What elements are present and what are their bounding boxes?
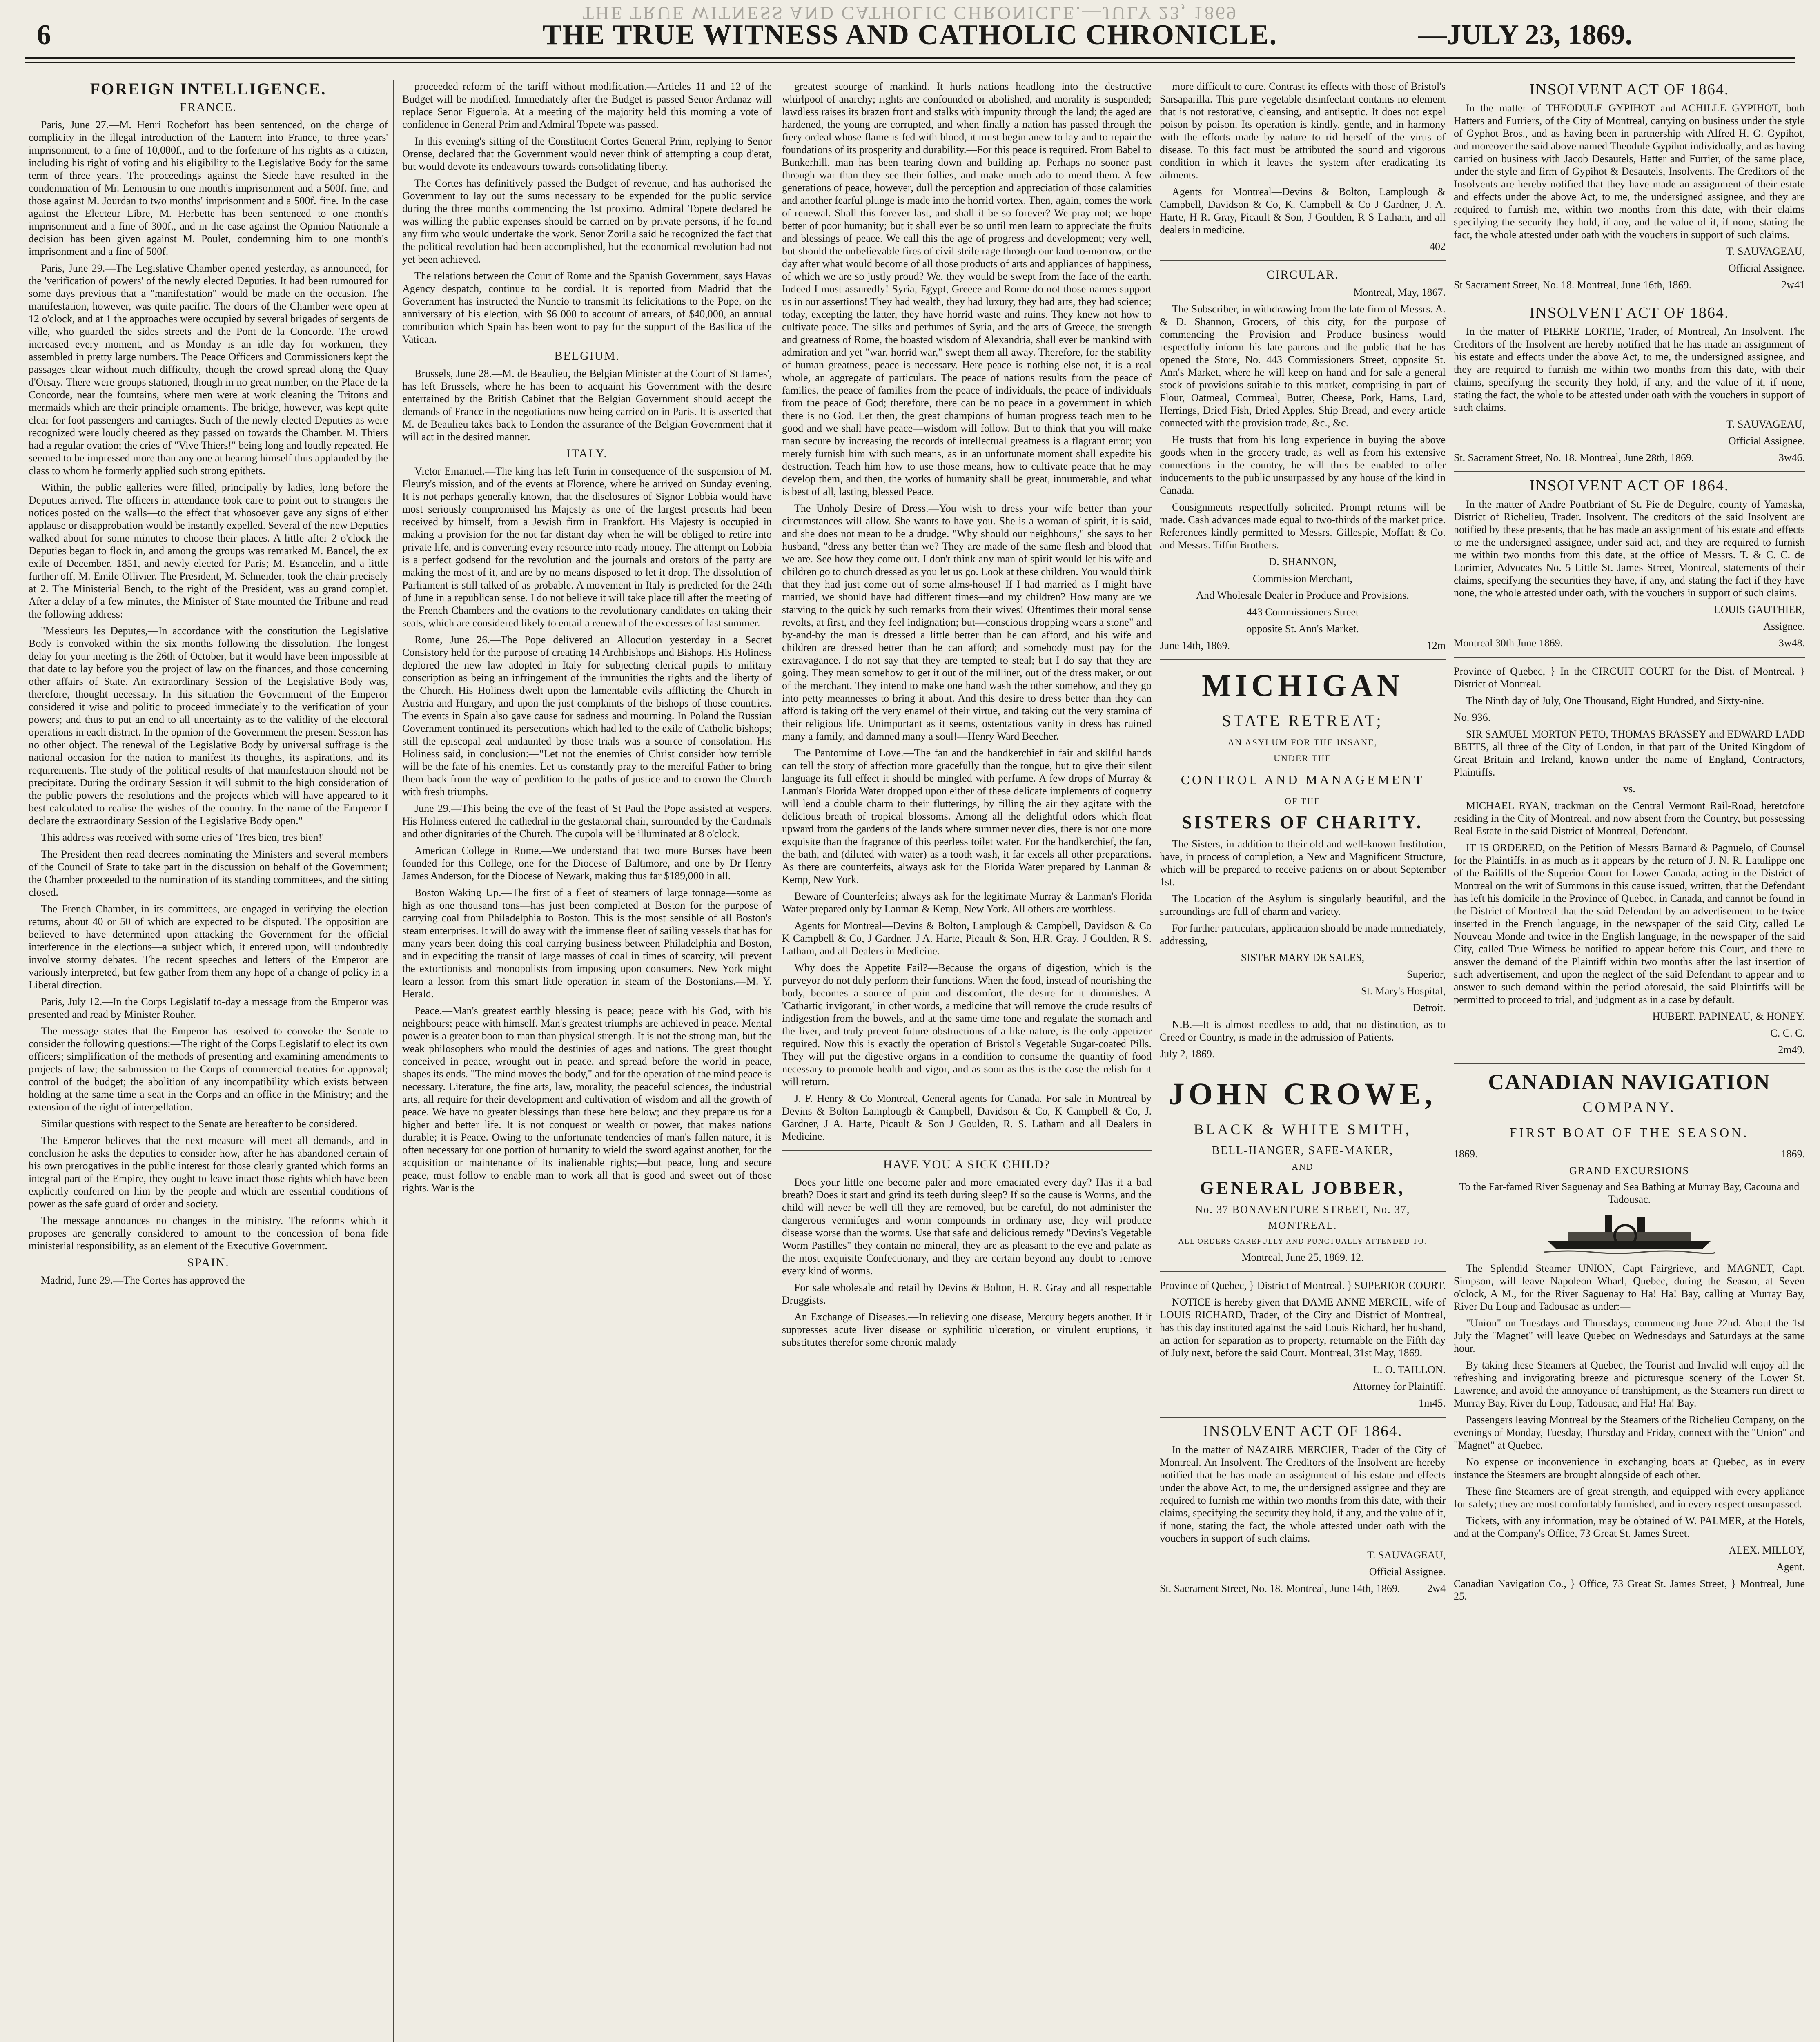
column-four (1160, 80, 1446, 2042)
crowe-trade: GENERAL JOBBER, (1200, 1178, 1406, 1198)
advertisement-paragraph: An Exchange of Diseases.—In relieving one disease, Mercury begets another. If it suppresses acute liver disease or syphilitic ulceration, or virulent eruptions, it substitutes therefor some chronic malady (782, 1311, 1152, 1348)
court-ref: 1m45. (1419, 1397, 1446, 1409)
divider (1160, 1271, 1446, 1272)
circular-dateline: Montreal, May, 1867. (1353, 286, 1446, 298)
article-paragraph: June 29.—This being the eve of the feast of St Paul the Pope assisted at vespers. His Holiness entered the cathedral in the gestatorial chair, surrounded by the Cardinals and other dignitaries of the Church. The cupola will be illuminated at 8 o'clock. (402, 803, 772, 840)
agent-signature: Agent. (1776, 1561, 1805, 1573)
article-paragraph: Madrid, June 29.—The Cortes has approved the (41, 1274, 245, 1286)
insolvent-heading: INSOLVENT ACT OF 1864. (1529, 81, 1729, 98)
divider (1160, 659, 1446, 660)
section-heading: FOREIGN INTELLIGENCE. (90, 80, 327, 98)
address-line: Detroit. (1412, 1002, 1446, 1014)
advertisement-paragraph: N.B.—It is almost needless to add, that no distinction, as to Creed or Country, is made in the admission of Patients. (1160, 1019, 1446, 1043)
divider (1454, 657, 1805, 658)
article-paragraph: Victor Emanuel.—The king has left Turin in consequence of the suspension of M. Fleury's mission, and of the events at Florence, where he arrived on Sunday evening. It is not perhaps generally known, that the disclosures of Signor Lobbia would have most seriously compromised his Majesty as one of the largest presents had been received by himself, from a Jewish firm in Frankfort. His Majesty is occupied in making a provision for the not far distant day when he will be obliged to retire into private life, and is converting every resource into ready money. The attempt on Lobbia is a perfect godsend for the revolution and the journals and orators of the party are making the most of it, and are by no means disposed to let it drop. The dissolution of Parliament is still talked of as probable. A movement in Italy is predicted for the 24th of June in a republican sense. I do not believe it will take place till after the meeting of the French Chambers and the ovations to the revolutionary candidates on taking their seats, which are considered likely to entail a renewal of the excesses of last summer. (402, 465, 772, 629)
issue-date: —JULY 23, 1869. (1418, 19, 1632, 49)
article-paragraph: American College in Rome.—We understand that two more Burses have been founded for this College, one for the Diocese of Baltimore, and one by Dr Henry James Anderson, for the Diocese of Newark, making thus far $189,000 in all. (402, 845, 772, 882)
canadian-navigation-sub: COMPANY. (1582, 1099, 1676, 1115)
michigan-sisters: SISTERS OF CHARITY. (1182, 812, 1423, 832)
divider (1160, 1417, 1446, 1418)
article-paragraph: Peace.—Man's greatest earthly blessing is peace; peace with his God, with his neighbours; peace with himself. Man's greatest triumphs are achieved in peace. Mental power is a greater boon to man than physical strength. It is not the strong man, but the weak philosophers who mould the destinies of ages and nations. The great thought conceived in peace, wrought out in peace, and spread before the world in peace, shapes its ends. "The mind moves the body," and for the operation of the mind peace is necessary. Literature, the fine arts, law, morality, the peaceful sciences, the industrial arts, all require for their development and cultivation of wisdom and all the growth of peace. We have no greater blessings than these here below; and they prepare us for a higher and better life. It is not conquest or wealth or power, that makes nations durable; it is Peace. Owing to the unfortunate tendencies of man's fallen nature, it is often necessary for one portion of humanity to wield the sword against another, for the acquisition or maintenance of its inalienable rights;—but peace, long and secure peace, must follow to enable man to work all that is good and sweet out of those rights. War is the (402, 1005, 772, 1194)
advertisement-paragraph: The Pantomime of Love.—The fan and the handkerchief in fair and skilful hands can tell the story of affection more gracefully than the tongue, but to give their silent language its full effect it should be mingled with perfume. A few drops of Murray & Lanman's Florida Water dropped upon either of these delicate implements of coquetry will lend a double charm to their flutterings, by filling the air they agitate with the delicious breath of tropical blossoms. Among all the delightful odors which float upward from the gardens of the lands where summer never dies, there is not one more exquisite than the fragrance of this peerless toilet water. For the handkerchief, the fan, the bath, and (diluted with water) as a tooth wash, it far excels all other preparations. As there are counterfeits, always ask for the Florida Water prepared by Lanman & Kemp, New York. (782, 747, 1152, 885)
article-paragraph: Boston Waking Up.—The first of a fleet of steamers of large tonnage—some as high as one thousand tons—has just been completed at Boston for the purpose of carrying coal from Philadelphia to Boston. This is the most sensible of all Boston's steam enterprises. It will do away with the immense fleet of sailing vessels that has for many years been doing this coal carrying business between Philadelphia and Boston, and in expediting the transit of large masses of coal in times of scarcity, will prevent the extortionists and monopolists from imposing upon consumers. New York might learn a lesson from this smart little operation in steam of the Bostonians.—M. Y. Herald. (402, 887, 772, 1000)
signature-line: D. SHANNON, (1269, 556, 1337, 568)
court-plaintiffs: SIR SAMUEL MORTON PETO, THOMAS BRASSEY and EDWARD LADD BETTS, all three of the City of London, in that part of the United Kingdom of Great Britain and Ireland, known under the name of England, Contractors, Plaintiffs. (1454, 728, 1805, 778)
advertisement-paragraph: Passengers leaving Montreal by the Steamers of the Richelieu Company, on the evenings of Monday, Tuesday, Thursday and Friday, connect with the "Union" and "Magnet" at Quebec. (1454, 1414, 1805, 1451)
article-paragraph: Paris, July 12.—In the Corps Legislatif to-day a message from the Emperor was presented and read by Minister Rouher. (29, 996, 388, 1020)
article-paragraph: "Messieurs les Deputes,—In accordance with the constitution the Legislative Body is convoked within the six months following the dissolution. The longest delay for your meeting is the 26th of October, but it would have been impossible at that date to lay before you the project of law on the finances, and those concerning other affairs of State. An extraordinary Session of the Legislative Body was, therefore, thought necessary. In this situation the Government of the Emperor considered it wise and politic to proceed immediately to the verification of your powers; and thus to put an end to all uncertainty as to the validity of the electoral operations in each district. In the opinion of the Government the present Session has no other object. The renewal of the Legislative Body by universal suffrage is the national occasion for the nation to manifest its thoughts, its aspirations, and its requirements. The study of the political results of that manifestation should not be precipitate. During the ordinary Session it will submit to the high consideration of the public powers the resolutions and the projects which will have appeared to it best calculated to realise the wishes of the country. In the name of the Emperor I declare the extraordinary Session of the Legislative Body open." (29, 625, 388, 827)
court-signature: HUBERT, PAPINEAU, & HONEY. (1652, 1010, 1805, 1022)
subheading-belgium: BELGIUM. (554, 349, 620, 363)
article-paragraph: Paris, June 29.—The Legislative Chamber opened yesterday, as announced, for the 'verification of powers' of the newly elected Deputies. It had been rumoured for some days previous that a "manifestation" would be made on the occasion. The manifestation, however, was quite pacific. The doors of the Chamber were open at 12 o'clock, and at 1 the approaches were occupied by several brigades of sergents de ville, who guarded the sides streets and the Pont de la Concorde. The crowd increased every moment, and as Monday is an idle day for workmen, they assembled in pretty large numbers. The Peace Officers and Commissioners kept the passages clear without much difficulty, though the crowd spread along the Quay d'Orsay. There were groups stationed, though in no great number, on the Place de la Concorde, near the fountains, where men were at work cleaning the Tritons and mermaids which are their principle ornaments. The bridge, however, was kept quite clear for foot passengers and carriages. Such of the newly elected Deputies as were recognized were loudly cheered as they passed on towards the Chamber. M. Thiers had a regular ovation; the cries of "Vive Thiers!" being long and loudly repeated. He seemed to be impressed more than any one at hearing himself thus applauded by the class to whom he formerly applied such strong epithets. (29, 262, 388, 477)
insolvent-signature: Official Assignee. (1369, 1566, 1446, 1578)
court-defendant: MICHAEL RYAN, trackman on the Central Vermont Rail-Road, heretofore residing in the City of Montreal, and now absent from the Country, but possessing Real Estate in the said District of Montreal, Defendant. (1454, 800, 1805, 837)
insolvent-signature: Official Assignee. (1728, 435, 1805, 447)
court-order: IT IS ORDERED, on the Petition of Messrs Barnard & Pagnuelo, of Counsel for the Plaintiffs, in as much as it appears by the return of J. N. R. Latulippe one of the Bailiffs of the Superior Court for Lower Canada, acting in the District of Montreal on the writ of Summons in this cause issued, written, that the Defendant has left his domicile in the Province of Quebec, in Canada, and cannot be found in the District of Montreal that the said Defendant by an advertisement to be twice inserted in the French language, in the newspaper of the said City, called Le Nouveau Monde and twice in the English language, in the newspaper of the said City, called True Witness be notified to appear before this Court, and there to answer the demand of the Plaintiff within two months after the last insertion of such advertisement, and upon the neglect of the said Defendant to appear and to answer to such demand within the period aforesaid, the said Plaintiffs will be permitted to proceed to trial, and judgment as in a case by default. (1454, 842, 1805, 1005)
michigan-date: July 2, 1869. (1160, 1048, 1215, 1060)
masthead (8, 0, 1812, 49)
subheading-sick-child: HAVE YOU A SICK CHILD? (883, 1158, 1050, 1171)
company-office: Canadian Navigation Co., } Office, 73 Great St. James Street, } Montreal, June 25. (1454, 1578, 1805, 1602)
insolvent-heading: INSOLVENT ACT OF 1864. (1203, 1422, 1403, 1440)
insolvent-date: St Sacrament Street, No. 18. Montreal, June 16th, 1869. 2w41 (1454, 279, 1805, 291)
crowe-and: AND (1292, 1161, 1314, 1172)
insolvent-notice: In the matter of Andre Poutbriant of St. Pie de Degulre, county of Yamaska, District of Richelieu, Trader. Insolvent. The creditors of the said Insolvent are notified by these presents, that he has made an assignment of his estate and effects to me the undersigned assignee, under said act, and they are required to furnish me within two months from this date, at the office of Messrs. T. & C. C. de Lorimier, Advocates No. 5 Little St. James Street, Montreal, statements of their claims, specifying the securities they have, if any, and stating the fact if they have none, the whole attested under oath, with the vouchers in support of such claims. (1454, 498, 1805, 599)
article-paragraph: Paris, June 27.—M. Henri Rochefort has been sentenced, on the charge of complicity in the illegal introduction of the Lantern into France, to three years' imprisonment, to a fine of 10,000f., and to the forfeiture of his rights as a citizen, including his right of voting and his eligibility to the Legislative Body for the same term of three years. The proceedings against the Siecle have resulted in the condemnation of Mr. Lemousin to one month's imprisonment and a 500f. fine, and those against M. Jourdan to two months' imprisonment and a 500f. fine. In the case against the Electeur Libre, M. Herbette has been sentenced to one month's imprisonment and a fine of 300f., and in the case against the Opinion Nationale a decision has been given against M. Poulet, condemning him to one month's imprisonment and a fine of 500f. (29, 119, 388, 257)
article-paragraph: Similar questions with respect to the Senate are hereafter to be considered. (41, 1118, 358, 1130)
crowe-trade: BELL-HANGER, SAFE-MAKER, (1212, 1144, 1393, 1157)
insolvent-notice: In the matter of THEODULE GYPIHOT and ACHILLE GYPIHOT, both Hatters and Furriers, of the City of Montreal, carrying on business under the style of Gyphot Bros., and as having been in partnership with Alfred H. G. Gypihot, and moreover the said above named Theodule Gypihot individually, and as having carried on business with Jacob Desautels, Hatter and Furrier, of the same place, under the style and firm of Gypihot & Desautels, Insolvents. The Creditors of the Insolvents are hereby notified that they have made an assignment of their estate and effects under the above Act, to me, the undersigned assignee, and they are required to furnish me, within two months from this date, with their claims specifying the security they hold, if any, and the value of it, if none, stating the fact, the whole attested under oath with the vouchers in support of such claims. (1454, 102, 1805, 241)
advertisement-paragraph: The Subscriber, in withdrawing from the late firm of Messrs. A. & D. Shannon, Grocers, of this city, for the purpose of commencing the Provision and Produce business would respectfully inform his late patrons and the public that he has opened the Store, No. 443 Commissioners Street, opposite St. Ann's Market, where he will keep on hand and for sale a general stock of provisions suitable to this market, comprising in part of Flour, Oatmeal, Cornmeal, Butter, Cheese, Pork, Hams, Lard, Herrings, Dried Fish, Dried Apples, Ship Bread, and every article connected with the provision trade, &c., &c. (1160, 303, 1446, 429)
crowe-note: ALL ORDERS CAREFULLY AND PUNCTUALLY ATTENDED TO. (1178, 1237, 1427, 1245)
crowe-trade: BLACK & WHITE SMITH, (1194, 1121, 1412, 1137)
ad-reference: 402 (1430, 241, 1446, 252)
insolvent-heading: INSOLVENT ACT OF 1864. (1529, 477, 1729, 494)
article-paragraph: In this evening's sitting of the Constituent Cortes General Prim, replying to Senor Orense, declared that the Government would never think of attempting a coup d'etat, but would devote its endeavours towards consolidating liberty. (402, 135, 772, 172)
newspaper-title: THE TRUE WITNESS AND CATHOLIC CHRONICLE. (542, 19, 1278, 49)
insolvent-notice: In the matter of PIERRE LORTIE, Trader, of Montreal, An Insolvent. The Creditors of the Insolvent are hereby notified that he has made an assignment of his estate and effects under the above Act, to me, the undersigned assignee, and they are required to furnish me within two months from this date, with their claims, specifying the security they hold, if any, and the value of it, if none, stating the fact, the whole to be attested under oath with the vouchers in support of such claims. (1454, 325, 1805, 413)
insolvent-signature: Assignee. (1763, 620, 1805, 632)
signature-line: opposite St. Ann's Market. (1246, 623, 1359, 635)
crowe-dateline: Montreal, June 25, 1869. 12. (1241, 1251, 1364, 1263)
advertisement-paragraph: The Splendid Steamer UNION, Capt Fairgrieve, and MAGNET, Capt. Simpson, will leave Napoleon Wharf, Quebec, during the Season, at Seven o'clock, A M., for the River Saguenay to Ha! Ha! Bay, calling at Murray Bay, River Du Loup and Tadousac as under:— (1454, 1262, 1805, 1312)
article-paragraph: The message states that the Emperor has resolved to convoke the Senate to consider the following questions:—The right of the Corps Legislatif to elect its own officers; simplification of the methods of presenting and examining amendments to projects of law; the submission to the Corps of commercial treaties for approval; control of the budget; the abolition of any incompatibility which exists between holding at the same time a seat in the Corps and an office in the Ministry; and the extension of the right of interpellation. (29, 1025, 388, 1113)
court-header: Province of Quebec, } District of Montreal. } SUPERIOR COURT. (1160, 1280, 1446, 1291)
advertisement-paragraph: Tickets, with any information, may be obtained of W. PALMER, at the Hotels, and at the Company's Office, 73 Great St. James Street. (1454, 1515, 1805, 1539)
address-line: SISTER MARY DE SALES, (1241, 952, 1365, 963)
court-number: No. 936. (1454, 711, 1491, 723)
divider (1454, 471, 1805, 472)
divider (1160, 260, 1446, 261)
michigan-line: UNDER THE (1274, 753, 1332, 763)
subheading-italy: ITALY. (566, 447, 608, 460)
article-paragraph: The relations between the Court of Rome and the Spanish Government, says Havas Agency despatch, continue to be cordial. It is reported from Madrid that the Government has instructed the Nuncio to transmit its felicitations to the Pope, on the anniversary of his election, with $6 000 to account of arrears, of $40,000, an annual contribution which Spain has been wont to pay for the support of the Basilica of the Vatican. (402, 270, 772, 345)
address-line: St. Mary's Hospital, (1361, 985, 1446, 997)
circular-date: June 14th, 1869. 12m (1160, 640, 1446, 651)
column-two (402, 80, 772, 2042)
insolvent-signature: Official Assignee. (1728, 262, 1805, 274)
advertisement-paragraph: By taking these Steamers at Quebec, the Tourist and Invalid will enjoy all the refreshing and invigorating breeze and picturesque scenery of the Lower St. Lawrence, and avoid the annoyance of transhipment, as the Steamers run direct to Murray Bay, River du Loup, Tadousac, and Ha! Ha! Bay. (1454, 1359, 1805, 1409)
advertisement-paragraph: He trusts that from his long experience in buying the above goods when in the grocery trade, as well as from his extensive connections in the country, he will thus be enabled to offer inducements to the public unsurpassed by any house of the kind in Canada. (1160, 434, 1446, 496)
divider (782, 1150, 1152, 1151)
court-header: Province of Quebec, } In the CIRCUIT COURT for the Dist. of Montreal. } District of Montreal. (1454, 665, 1805, 690)
signature-line: 443 Commissioners Street (1246, 606, 1359, 618)
insolvent-heading: INSOLVENT ACT OF 1864. (1529, 304, 1729, 321)
crowe-address: No. 37 BONAVENTURE STREET, No. 37, (1195, 1204, 1410, 1215)
insolvent-date: Montreal 30th June 1869. 3w48. (1454, 637, 1805, 649)
steamboat-illustration (1544, 1211, 1715, 1256)
advertisement-paragraph: J. F. Henry & Co Montreal, General agents for Canada. For sale in Montreal by Devins & Bolton Lamplough & Campbell, Davidson & Co, K Campbell & Co, J. Gardner, J A. Harte, Picault & Son J Goulden, R. S. Latham and all Dealers in Medicine. (782, 1092, 1152, 1142)
advertisement-paragraph: Why does the Appetite Fail?—Because the organs of digestion, which is the purveyor do not duly perform their functions. When the food, instead of nourishing the body, becomes a source of pain and discomfort, the desire for it diminishes. A 'Cathartic invigorant,' in other words, a medicine that will remove the crude results of indigestion from the bowels, and at the same time tone and regulate the stomach and the liver, and truly prevent future obstructions of a like nature, is the only appetizer required. Now this is exactly the operation of Bristol's Vegetable Sugar-coated Pills. They will put the digestive organs in a condition to consume the quantity of food necessary to promote health and vigor, and as soon as this is the case the relish for it will return. (782, 962, 1152, 1088)
advertisement-paragraph: For sale wholesale and retail by Devins & Bolton, H. R. Gray and all respectable Druggists. (782, 1282, 1152, 1306)
article-paragraph: The French Chamber, in its committees, are engaged in verifying the election returns, about 40 or 50 of which are expected to be disputed. The opposition are believed to have determined upon attacking the Government for the official interference in the elections—a subject which, it entered upon, will undoubtedly involve stormy debates. The recent speeches and letters of the Emperor are variously interpreted, but few gather from them any hope of a change of policy in a Liberal direction. (29, 903, 388, 991)
agent-signature: ALEX. MILLOY, (1729, 1544, 1805, 1556)
masthead-rule-bottom (25, 62, 1795, 63)
insolvent-signature: T. SAUVAGEAU, (1726, 245, 1805, 257)
divider (1454, 1063, 1805, 1064)
court-signature: L. O. TAILLON. (1373, 1364, 1446, 1375)
subheading-spain: SPAIN. (187, 1256, 229, 1269)
season-years: 1869. 1869. (1454, 1148, 1805, 1160)
column-foreign-intelligence (29, 80, 388, 2042)
insolvent-date: St. Sacrament Street, No. 18. Montreal, June 28th, 1869. 3w46. (1454, 452, 1805, 464)
insolvent-signature: T. SAUVAGEAU, (1367, 1549, 1446, 1561)
michigan-line: AN ASYLUM FOR THE INSANE, (1227, 737, 1378, 747)
article-paragraph: The message announces no changes in the ministry. The reforms which it proposes are generally considered to amount to the concession of bona fide ministerial responsibility, as an element of the Executive Government. (29, 1215, 388, 1252)
michigan-subtitle: STATE RETREAT; (1222, 711, 1383, 730)
article-paragraph: Brussels, June 28.—M. de Beaulieu, the Belgian Minister at the Court of St James', has left Brussels, where he has been to acquaint his Government with the desire entertained by the British Cabinet that the Belgian Government should accept the demands of France in the negotiations now being carried on in Paris. It is asserted that M. de Beaulieu takes back to London the assurance of the Belgian Government that it will act in the desired manner. (402, 368, 772, 443)
grand-excursions: GRAND EXCURSIONS (1569, 1165, 1690, 1177)
insolvent-date: St. Sacrament Street, No. 18. Montreal, June 14th, 1869. 2w4 (1160, 1583, 1446, 1594)
column-three (782, 80, 1152, 2042)
advertisement-paragraph: Agents for Montreal—Devins & Bolton, Lamplough & Campbell, Davidson & Co, K. Campbell & Co J Gardner, J. A. Harte, H R. Gray, Picault & Son, J Goulden, R S Latham, and all dealers in medicine. (1160, 186, 1446, 236)
advertisement-paragraph: Does your little one become paler and more emaciated every day? Has it a bad breath? Does it start and grind its teeth during sleep? If so the cause is Worms, and the child will never be well till they are removed, but be careful, do not administer the dangerous vermifuges and worm compounds in ordinary use, they will produce disease worse than the worms. Use that safe and delicious remedy "Devins's Vegetable Worm Pastilles" they contain no mineral, they are as pleasant to the eye and palate as the most exquisite Confectionary, and they are certain beyond any doubt to remove every kind of worms. (782, 1176, 1152, 1277)
article-paragraph: The Unholy Desire of Dress.—You wish to dress your wife better than your circumstances will allow. She wants to have you. She is a woman of spirit, it is said, and she does not mean to be a drudge. "Why should our neighbours," she says to her husband, "dress any better than we? They are made of the same flesh and blood that we are. See how they come out. I don't think any man of spirit would let his wife and children go to church dressed as you let us go. Look at these children. You would think that they had just come out of some alms-house! If I had married as I might have married, we should have had different times—and my children? How many are we starving to the quick by such remarks from their wives! Oftentimes their moral sense revolts, at first, and they feel indignation; but—conscious dropping wears a stone" and by-and-by the man is dressed a little better than he can afford, and his wife and children are dressed better than he can afford; and somebody must pay for the extravagance. I do not say that they are tempted to steal; but I do say that they are going. They mean somehow to get it out of the milliner, out of the dress maker, or out of the merchant. They intend to make one hand wash the other somehow, and they go into petty meannesses to bring it about. And this desire to dress better than they can afford is taking off the very enamel of their virtue, and taking out the very stamina of their religious life. Unimportant as it seems, ostentatious vanity in dress has ruined many a family, and damned many a soul!—Henry Ward Beecher. (782, 502, 1152, 742)
article-paragraph: The President then read decrees nominating the Ministers and several members of the Council of State to take part in the discussion on behalf of the Government; the Chamber proceeded to the nomination of its standing committees, and the sitting closed. (29, 848, 388, 898)
advertisement-paragraph: Beware of Counterfeits; always ask for the legitimate Murray & Lanman's Florida Water prepared only by Lanman & Kemp, New York. All others are worthless. (782, 890, 1152, 915)
signature-line: Commission Merchant, (1252, 573, 1353, 584)
advertisement-paragraph: These fine Steamers are of great strength, and equipped with every appliance for safety; they are most comfortably furnished, and in every respect unsurpassed. (1454, 1485, 1805, 1510)
michigan-line: OF THE (1285, 796, 1321, 806)
michigan-title: MICHIGAN (1202, 669, 1403, 703)
signature-line: And Wholesale Dealer in Produce and Provisions, (1196, 589, 1409, 601)
advertisement-paragraph: "Union" on Tuesdays and Thursdays, commencing June 22nd. About the 1st July the "Magnet" will leave Quebec on Wednesdays and Saturdays at the same hour. (1454, 1317, 1805, 1354)
court-signature: Attorney for Plaintiff. (1353, 1380, 1446, 1392)
court-notice: The Ninth day of July, One Thousand, Eight Hundred, and Sixty-nine. (1466, 695, 1764, 707)
page-number: 6 (37, 19, 51, 49)
court-versus: vs. (1623, 783, 1635, 795)
masthead-rule-top (25, 57, 1795, 59)
address-line: Superior, (1407, 968, 1446, 980)
article-paragraph: The Cortes has definitively passed the Budget of revenue, and has authorised the Government to lay out the sums necessary to be expended for the public service during the three months commencing the 1st proximo. Admiral Topete declared he was willing the public expenses should be carried on by private persons, if he found any firm who would undertake the work. Senor Zorilla said he recognized the fact that the political revolution had been accomplished, but the economical revolution had not yet been achieved. (402, 177, 772, 265)
court-signature: C. C. C. (1770, 1027, 1805, 1039)
michigan-line: CONTROL AND MANAGEMENT (1181, 772, 1425, 787)
crowe-city: MONTREAL. (1268, 1219, 1337, 1231)
advertisement-paragraph: The Location of the Asylum is singularly beautiful, and the surroundings are full of charm and variety. (1160, 893, 1446, 917)
article-paragraph: Within, the public galleries were filled, principally by ladies, long before the Deputies arrived. The officers in attendance took care to point out to strangers the notices posted on the walls—to the effect that whosoever gave any signs of either applause or disapprobation would be instantly expelled. Several of the new Deputies walked about for some minutes to choose their places. A little after 2 o'clock the Deputies began to flock in, and among the groups was remarked M. Bancel, the ex exile of December, 1851, and newly elected for Paris; M. Estancelin, and a little further off, M. Emile Ollivier. The President, M. Schneider, took the chair precisely at 2. The Ministerial Bench, to the right of the President, was au grand complet. After a delay of a few minutes, the Minister of State mounted the Tribune and read the following address:— (29, 482, 388, 620)
court-ref: 2m49. (1778, 1044, 1805, 1056)
advertisement-paragraph: For further particulars, application should be made immediately, addressing, (1160, 922, 1446, 947)
insolvent-signature: T. SAUVAGEAU, (1726, 418, 1805, 430)
article-paragraph: Rome, June 26.—The Pope delivered an Allocution yesterday in a Secret Consistory held for the purpose of creating 14 Archbishops and Bishops. His Holiness deplored the new law adopted in Italy for subjecting clerical pupils to military conscription as being an infringement of the immunities the rights and the liberty of the Church. His Holiness dwelt upon the lamentable evils afflicting the Church in Austria and Hungary, and upon the just complaints of the bishops of those countries. The events in Spain also gave cause for sadness and mourning. In Poland the Russian Government continued its persecutions which had led to the exile of Catholic bishops; still the episcopal zeal undaunted by those trials was a source of consolation. His Holiness said, in conclusion:—"Let not the enemies of Christ consider how terrible will be the fate of his enemies. Let us constantly pray to the merciful Father to bring them back from the way of perdition to the paths of justice and to crown the Church with fresh triumphs. (402, 634, 772, 798)
bleed-through-text: THE TRUE WITNESS AND CATHOLIC CHRONICLE.—JULY 23, 1869 (582, 3, 1238, 24)
advertisement-paragraph: No expense or inconvenience in exchanging boats at Quebec, as in every instance the Steamers are brought alongside of each other. (1454, 1456, 1805, 1480)
article-paragraph: The Emperor believes that the next measure will meet all demands, and in conclusion he asks the deputies to consider how, after he has abandoned certain of his own prerogatives in the public interest for those clearly granted which forms an integral part of the Empire, they ought to leave intact those rights which have been explicitly conferred on him by the people and which are essential conditions of power as the safe guard of order and society. (29, 1135, 388, 1210)
advertisement-paragraph: more difficult to cure. Contrast its effects with those of Bristol's Sarsaparilla. This pure vegetable disinfectant contains no element that is not restorative, cleansing, and antiseptic. It does not expel poison by poison. Its operation is kindly, gentle, and in harmony with the efforts made by nature to rid herself of the virus of disease. To this fact must be attributed the sound and vigorous condition in which it leaves the system after eradicating its ailments. (1160, 80, 1446, 181)
excursion-route: To the Far-famed River Saguenay and Sea Bathing at Murray Bay, Cacouna and Tadousac. (1459, 1181, 1800, 1205)
first-boat-line: FIRST BOAT OF THE SEASON. (1509, 1125, 1749, 1140)
subheading-circular: CIRCULAR. (1266, 268, 1339, 281)
article-paragraph: proceeded reform of the tariff without modification.—Articles 11 and 12 of the Budget will be modified. Immediately after the Budget is passed Senor Ardanaz will replace Senor Figuerola. At a meeting of the majority held this morning a vote of confidence in General Prim and Admiral Topete was passed. (402, 80, 772, 130)
insolvent-notice: In the matter of NAZAIRE MERCIER, Trader of the City of Montreal. An Insolvent. The Creditors of the Insolvent are hereby notified that he has made an assignment of his estate and effects under the above Act, to me, the undersigned assignee and they are required to furnish me within two months from this date, with their claims, specifying the security they hold, if any, and the value of it, if none, stating the fact, the whole attested under oath with the vouchers in support of such claims. (1160, 1444, 1446, 1544)
subheading-france: FRANCE. (180, 100, 237, 114)
article-paragraph: This address was received with some cries of 'Tres bien, tres bien!' (41, 832, 324, 843)
canadian-navigation-heading: CANADIAN NAVIGATION (1488, 1070, 1771, 1094)
advertisement-paragraph: Agents for Montreal—Devins & Bolton, Lamplough & Campbell, Davidson & Co K Campbell & Co, J Gardner, J A. Harte, Picault & Son, H.R. Gray, J Goulden, R S. Latham, and all Dealers in Medicine. (782, 920, 1152, 957)
court-notice: NOTICE is hereby given that DAME ANNE MERCIL, wife of LOUIS RICHARD, Trader, of the City and District of Montreal, has this day instituted against the said Louis Richard, her husband, an action for separation as to property, returnable on the Fifth day of July next, before the said Court. Montreal, 31st May, 1869. (1160, 1296, 1446, 1359)
advertisement-paragraph: The Sisters, in addition to their old and well-known Institution, have, in process of completion, a New and Magnificent Structure, which will be prepared to receive patients on or about September 1st. (1160, 838, 1446, 888)
insolvent-signature: LOUIS GAUTHIER, (1714, 604, 1805, 615)
column-five (1454, 80, 1805, 2042)
advertisement-paragraph: Consignments respectfully solicited. Prompt returns will be made. Cash advances made equal to two-thirds of the market price. References kindly permitted to Messrs. Gillespie, Moffatt & Co. and Messrs. Tiffin Brothers. (1160, 501, 1446, 551)
crowe-name: JOHN CROWE, (1169, 1077, 1437, 1111)
column-divider (393, 80, 394, 2042)
article-paragraph: greatest scourge of mankind. It hurls nations headlong into the destructive whirlpool of anarchy; rights are confounded or abolished, and morality is suspended; lawdless raises its brazen front and stalks with impunity through the land; the aged are hardened, the young are corrupted, and when finally a nation has passed through the fiery ordeal whose flame is fed with blood, it must begin anew to lay and to repair the foundations of its prosperity and durability.—For this peace is required. From Babel to Bunkerhill, man has been tearing down and building up. Perhaps no sooner past through war than they see their follies, and make much ado to mend them. A few generations of peace, however, dull the perception and appreciation of those calamities and another fearful plunge is made into the horrid vortex. Then, again, comes the work of renewal. Shall this forever last, and shall it be so forever? We pray not; we hope better of poor humanity; but it shall ever be so until men learn to appreciate the fruits and blessings of peace. We call this the age of progress and development; very well, but should the unbelievable fires of civil strife rage through our land to-morrow, or the day after what would become of all those products of arts and appliances of happiness, of which we are so justly proud? We, they would be swept from the face of the earth. Indeed I must assuredly! Syria, Egypt, Greece and Rome do not those names support us in our assertions! They had wealth, they had luxury, they had arts, they had science; today, excepting the latter, they have horrid waste and ruins. They knew not how to cultivate peace. The silks and perfumes of Syria, and the arts of Greece, the strength and greatness of Rome, the boasted wisdom of Alexandria, shall ever be mankind with admiration and yet "war, horrid war," swept them all away. Therefore, for the stability of human greatness, peace is necessary. Here peace is nothing else not, it is a real whole, an aggregate of particulars. The peace of nations results from the peace of families, the peace of families from the peace of individuals, the peace of individuals from the peace of God; therefore, there can be no peace in a government in which there is no God. Let then, the great champions of human progress teach men to be good and we shall have peace—wisdom will follow. But to think that you will make man secure by increasing the records of intellectual greatness is a flagrant error; you merely furnish him with such means, as in an unfortunate moment shall expedite his destruction. Teach him how to use those means, how to cultivate peace that he may develop them, and then, the works of humanity shall be great, innumerable, and what is best of all, lasting, blessed Peace. (782, 80, 1152, 497)
